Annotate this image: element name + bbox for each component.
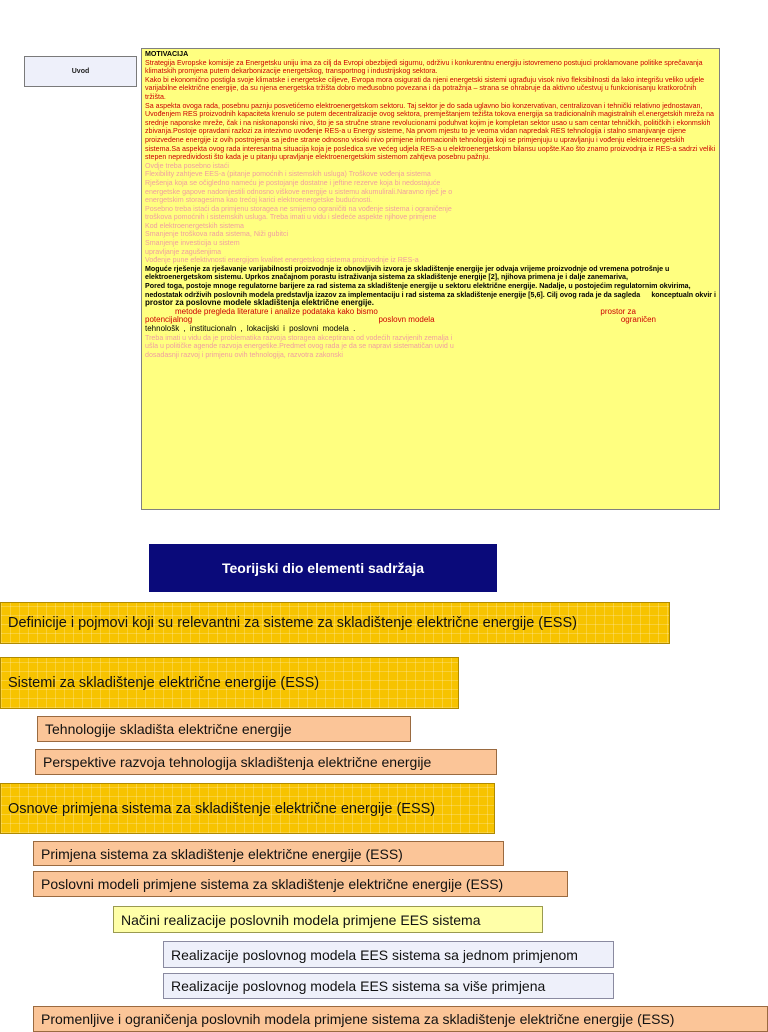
red-gap-part: prostor za bbox=[600, 306, 636, 316]
outline-item-label: Realizacije poslovnog modela EES sistema sa više primjena bbox=[171, 978, 546, 994]
faint-line: upravljanje zagušenjima bbox=[145, 247, 222, 256]
faint-line: Flexibility zahtjeve EES-a (pitanje pomoćnih i sistemskih usluga) Troškove vođenja sistema bbox=[145, 170, 431, 179]
motivacija-red-line: Kako bi ekonomično postigla svoje klimatske i energetske ciljeve, Evropa mora osigurati da njeni energetski sistemi ugrađuju visok nivo fleksibilnosti da lako integrišu veliko udjele varijabilne električne energije, da su njena energetska tržišta dobro međusobno povezana i da potražnja – strana se ohrabruje da aktivno učestvuj u funkcionisanju kratkoročnih tržišta. bbox=[145, 75, 705, 101]
outline-item-label: Načini realizacije poslovnih modela primjene EES sistema bbox=[121, 911, 481, 928]
outline-item-primjena[interactable] bbox=[33, 841, 504, 866]
uvod-label-box[interactable] bbox=[24, 56, 137, 87]
faint-line: Smanjenje investicija u sistem bbox=[145, 239, 240, 248]
faint-line: Smanjenje troškova rada sistema, Niži gubitci bbox=[145, 230, 289, 239]
motivacija-heading: MOTIVACIJA bbox=[145, 50, 189, 58]
black-line-prostor: prostor za poslovne modele skladištenja električne energije. bbox=[145, 298, 374, 308]
black-gap-line: tehnološk , institucionaln , lokacijski i poslovni modela . bbox=[145, 324, 356, 333]
outline-item-perspektive[interactable] bbox=[35, 749, 497, 775]
red-gap-part: potencijalnog bbox=[145, 315, 193, 325]
motivacija-red-line: Sa aspekta ovoga rada, posebnu paznju posvetićemo elektroenergetskom sektoru. Taj sektor je do sada uglavno bio konzervativan, centralizovan i tehnički relativno jednostavan, bbox=[145, 101, 703, 110]
faint-line: Ovdje treba posebno istaći bbox=[145, 161, 229, 170]
faint-line: energetskim storagesima kao trećoj karici elektroenergetske budućnosti. bbox=[145, 196, 373, 205]
faint-line: troškova pomoćnih i sistemskih usluga. Treba imati u vidu i sledeće aspekte njihove primjene bbox=[145, 213, 437, 222]
uvod-label: Uvod bbox=[71, 68, 90, 75]
outline-item-poslovni-modeli[interactable] bbox=[33, 871, 568, 897]
outline-item-label: Primjena sistema za skladištenje električne energije (ESS) bbox=[41, 845, 403, 862]
red-gap-part: metode pregleda literature i analize podataka kako bismo bbox=[175, 306, 378, 316]
motivacija-red-line: Strategija Evropske komisije za Energetsku uniju ima za cilj da Evropi obezbijedi sigurnu, održivu i konkurentnu energiju istovremeno postujuci proklamovane politike sprečavanja klimatskih promjena putem dekarbonizacije energetskog, transportnog i industrijskog sektora. bbox=[145, 58, 703, 76]
faint-line: Posebno treba istaći da primjenu storagea ne smijemo ograničiti na vođenje sistema i ograničenje bbox=[145, 204, 452, 213]
outline-item-label: Promenljive i ograničenja poslovnih modela primjene sistema za skladištenje električne energije (ESS) bbox=[41, 1011, 675, 1027]
outline-item-osnove[interactable] bbox=[0, 783, 495, 834]
black-paragraph: Moguće rješenje za rješavanje varijabilnosti proizvodnje iz obnovljivih izvora je skladištenje energije jer odvaja vrijeme proizvodnje od vremena potrošnje u elektroenergetskom sistemu. Uprkos značajnom porastu istraživanja sistema za skladištenje energije [2], njihova primena je i dalje zanemariva, bbox=[145, 264, 670, 282]
outline-item-label: Realizacije poslovnog modela EES sistema sa jednom primjenom bbox=[171, 946, 578, 963]
outline-item-nacini-realizacije[interactable] bbox=[113, 906, 543, 933]
outline-item-label: Poslovni modeli primjene sistema za skladištenje električne energije (ESS) bbox=[41, 876, 504, 892]
outline-item-label: Definicije i pojmovi koji su relevantni za sisteme za skladištenje električne energije (ESS) bbox=[8, 615, 577, 631]
faint-line: Kod elektroenergetskih sistema bbox=[145, 221, 244, 230]
faint-line: Treba imati u vidu da je problematika razvoja storagea akceptirana od vodećih razvijenih zemalja i bbox=[145, 333, 453, 342]
faint-line: ušla u političke agende razvoja energetike.Predmet ovog rada je da se napravi sistematičan uvid u bbox=[145, 342, 454, 351]
faint-line: Vođenje pune efektivnosti energijom kvalitet energetskog sistema proizvodnje iz RES-a bbox=[145, 256, 419, 265]
outline-item-label: Tehnologije skladišta električne energije bbox=[45, 721, 292, 737]
outline-item-sistemi[interactable] bbox=[0, 657, 459, 709]
black-paragraph-text: Pored toga, postoje mnoge regulatorne barijere za rad sistema za skladištenje energije u sektoru električne energije. Nadalje, u postojećim regulatornim okvirima, nedostatak održivih poslovnih modela predstavlja izazov za implementaciju i rad sistema za skladištenje energije [5,6]. Cilj ovog rada je da sagleda bbox=[145, 282, 691, 299]
black-paragraph-tail: konceptualn okvir i bbox=[651, 290, 716, 299]
outline-item-label: Osnove primjena sistema za skladištenje električne energije (ESS) bbox=[8, 800, 436, 817]
faint-line: energetske gapove nadomjestili odnosno viškove energije u sistemu akumulirali.Naravno riječ je o bbox=[145, 187, 453, 196]
section-title: Teorijski dio elementi sadržaja bbox=[221, 560, 425, 576]
motivacija-red-line: Uvođenjem RES proizvodnih kapaciteta krenulo se putem decentralizacije ovog sektora, premještanjem težišta tokova energija sa tradicionalnih magistralnih el.energetskih mreža na srednje naponske mreže, čak i na niskonaponski nivo, što je sa stručne strane revolucionarni poduhvat kojim je kompletan sektor usao u sam centar tehničkih, političkih i ekonmskih zbivanja.Postoje opravdani razlozi za intezivno uvođenje RES-a u Energy sisteme, Na prvom mjestu to je veoma vidan napredak RES tehnologija i stalno smanjivanje cijene proizvedene energije iz ovih postrojenja sa jedne strane odnosno visoki nivo primjene informacionih tehnologija koji se primjenjuju u upravljanju i vođenju elektroenergetskih sistema.Sa aspekta ovog rada interesantna situacija koja je posledica sve većeg udjela RES-a u elektroenergetskom bilansu uopšte.Kao što znamo proizvodnja iz RES-a sadrzi veliki stepen nepredividosti što kada je u pitanju upravljanje elektroenergetskim sistemom zahtjeva posebnu pažnju. bbox=[145, 110, 716, 162]
motivacija-note[interactable] bbox=[141, 48, 720, 510]
red-gap-part: poslovn modela bbox=[378, 315, 435, 325]
outline-item-vise-primjena[interactable] bbox=[163, 973, 614, 999]
outline-item-tehnologije[interactable] bbox=[37, 716, 411, 742]
outline-item-label: Sistemi za skladištenje električne energije (ESS) bbox=[8, 675, 320, 691]
section-title-box[interactable] bbox=[149, 544, 497, 592]
red-gap-part: ograničen bbox=[620, 315, 656, 325]
faint-line: Rješenja koja se očigledno nameću je postojanje dostatne i jeftine rezerve koja bi nedostajuće bbox=[145, 178, 441, 187]
black-paragraph bbox=[145, 282, 716, 299]
outline-item-label: Perspektive razvoja tehnologija skladištenja električne energije bbox=[43, 754, 432, 770]
outline-item-promenljive[interactable] bbox=[33, 1006, 768, 1032]
outline-item-jedna-primjena[interactable] bbox=[163, 941, 614, 968]
outline-item-definicije[interactable] bbox=[0, 602, 670, 644]
faint-line: dosadasnji razvoj i primjenu ovih tehnologija, razvotra zakonski bbox=[145, 350, 343, 359]
